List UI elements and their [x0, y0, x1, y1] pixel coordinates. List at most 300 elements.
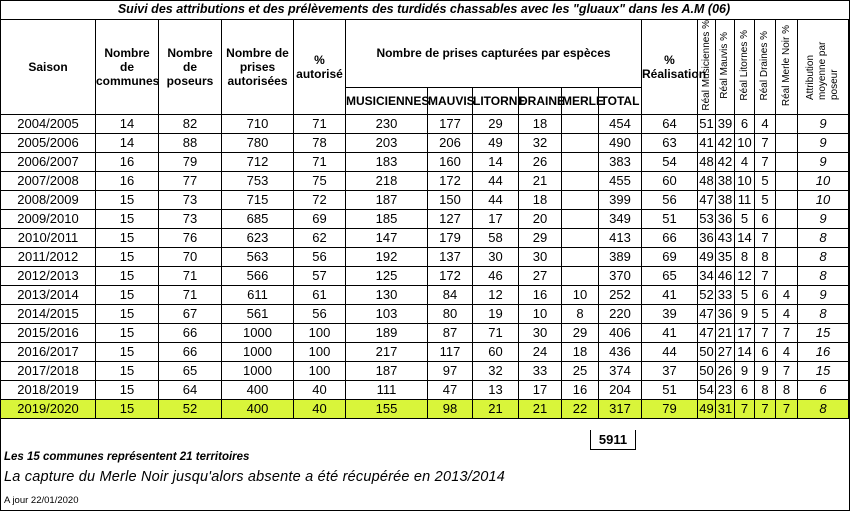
cell-pct: 61: [294, 285, 346, 304]
header-real-mauvis: Réal Mauvis %: [716, 20, 735, 115]
cell-litorne: 12: [473, 285, 519, 304]
cell-communes: 15: [96, 399, 159, 418]
cell-saison: 2016/2017: [1, 342, 96, 361]
header-merle: MERLE: [562, 87, 599, 114]
cell-r-mus: 50: [699, 344, 714, 360]
cell-saison: 2007/2008: [1, 171, 96, 190]
cell-r-mau: 39: [716, 114, 735, 133]
cell-litorne: 60: [473, 342, 519, 361]
cell-attrib: 10: [798, 190, 849, 209]
cell-r-lit: 14: [735, 342, 755, 361]
cell-total: 349: [599, 209, 642, 228]
cell-r-lit: 12: [735, 266, 755, 285]
table-row: [1, 247, 849, 266]
cell-draine: 18: [519, 114, 562, 133]
cell-autorisees: 712: [222, 152, 294, 171]
cell-realisation: 41: [642, 323, 698, 342]
cell-r-lit: 14: [735, 228, 755, 247]
cell-r-lit: 17: [735, 323, 755, 342]
cell-mauvis: 160: [428, 152, 473, 171]
cell-r-dra: 9: [755, 361, 776, 380]
cell-merle: [562, 171, 599, 190]
cell-attrib: 9: [798, 285, 849, 304]
header-real-litornes: Réal Litornes %: [735, 20, 755, 115]
cell-r-mus: 34: [699, 268, 714, 284]
cell-r-mus: 49: [699, 249, 714, 265]
header-real-draines: Réal Draines %: [755, 20, 776, 115]
cell-r-mer: [776, 266, 798, 285]
cell-musiciennes: 218: [346, 171, 428, 190]
cell-pct: 56: [294, 304, 346, 323]
cell-total: 374: [599, 361, 642, 380]
cell-pct: 69: [294, 209, 346, 228]
cell-attrib: 15: [798, 323, 849, 342]
cell-saison: 2005/2006: [1, 133, 96, 152]
cell-musiciennes: 147: [346, 228, 428, 247]
table-row: [1, 152, 849, 171]
header-prises-autorisees: Nombre de prises autorisées: [222, 20, 294, 115]
cell-r-dra: 6: [755, 285, 776, 304]
cell-merle: [562, 228, 599, 247]
cell-r-dra: 7: [755, 228, 776, 247]
cell-r-mer: [776, 228, 798, 247]
cell-attrib: 9: [798, 133, 849, 152]
cell-attrib: 9: [798, 114, 849, 133]
cell-pct: 100: [294, 323, 346, 342]
cell-pct: 75: [294, 171, 346, 190]
cell-r-mus: 48: [699, 173, 714, 189]
cell-r-mus: 53: [699, 211, 714, 227]
cell-communes: 15: [96, 209, 159, 228]
cell-mauvis: 97: [428, 361, 473, 380]
cell-communes: 15: [96, 380, 159, 399]
cell-pct: 40: [294, 380, 346, 399]
cell-realisation: 56: [642, 190, 698, 209]
cell-r-mus: 47: [699, 192, 714, 208]
cell-litorne: 58: [473, 228, 519, 247]
cell-autorisees: 1000: [222, 361, 294, 380]
cell-r-dra: 7: [755, 133, 776, 152]
cell-merle: 16: [562, 380, 599, 399]
cell-r-dra: 5: [755, 304, 776, 323]
cell-r-dra: 7: [755, 323, 776, 342]
cell-draine: 21: [519, 399, 562, 418]
cell-draine: 10: [519, 304, 562, 323]
cell-total: 399: [599, 190, 642, 209]
cell-r-dra: 8: [755, 380, 776, 399]
cell-autorisees: 563: [222, 247, 294, 266]
cell-saison: 2015/2016: [1, 323, 96, 342]
cell-merle: 10: [562, 285, 599, 304]
cell-musiciennes: 192: [346, 247, 428, 266]
cell-total: 490: [599, 133, 642, 152]
cell-r-mus: 50: [699, 363, 714, 379]
cell-autorisees: 1000: [222, 323, 294, 342]
cell-draine: 30: [519, 247, 562, 266]
cell-r-mus: 47: [699, 306, 714, 322]
cell-pct: 62: [294, 228, 346, 247]
cell-pct: 56: [294, 247, 346, 266]
cell-mauvis: 84: [428, 285, 473, 304]
table-row: [1, 190, 849, 209]
cell-merle: [562, 114, 599, 133]
cell-draine: 24: [519, 342, 562, 361]
header-communes: Nombre de communes: [96, 20, 159, 115]
cell-total: 317: [599, 399, 642, 418]
cell-attrib: 8: [798, 304, 849, 323]
cell-r-mau: 23: [716, 380, 735, 399]
cell-merle: 25: [562, 361, 599, 380]
header-pct-autorise: % autorisé: [294, 20, 346, 115]
cell-autorisees: 566: [222, 266, 294, 285]
cell-r-dra: 5: [755, 171, 776, 190]
cell-r-mau: 36: [716, 209, 735, 228]
cell-musiciennes: 103: [346, 304, 428, 323]
cell-autorisees: 400: [222, 380, 294, 399]
cell-musiciennes: 125: [346, 266, 428, 285]
cell-poseurs: 76: [159, 228, 222, 247]
cell-draine: 32: [519, 133, 562, 152]
cell-total: 370: [599, 266, 642, 285]
cell-r-mer: [776, 190, 798, 209]
cell-musiciennes: 217: [346, 342, 428, 361]
cell-autorisees: 753: [222, 171, 294, 190]
cell-total: 413: [599, 228, 642, 247]
cell-r-mus: 48: [699, 154, 714, 170]
cell-draine: 17: [519, 380, 562, 399]
cell-r-mus: 36: [699, 230, 714, 246]
table-row: [1, 285, 849, 304]
cell-autorisees: 623: [222, 228, 294, 247]
cell-attrib: 9: [798, 209, 849, 228]
header-mauvis: MAUVIS: [428, 87, 473, 114]
cell-r-mer: [776, 114, 798, 133]
cell-draine: 27: [519, 266, 562, 285]
cell-mauvis: 87: [428, 323, 473, 342]
cell-realisation: 51: [642, 380, 698, 399]
cell-r-mau: 21: [716, 323, 735, 342]
cell-litorne: 44: [473, 171, 519, 190]
cell-poseurs: 71: [159, 285, 222, 304]
header-litorne: LITORNE: [473, 87, 519, 114]
cell-pct: 40: [294, 399, 346, 418]
cell-attrib: 15: [798, 361, 849, 380]
cell-pct: 78: [294, 133, 346, 152]
cell-litorne: 44: [473, 190, 519, 209]
table-row: [1, 380, 849, 399]
cell-r-mer: [776, 247, 798, 266]
cell-attrib: 6: [798, 380, 849, 399]
cell-saison: 2012/2013: [1, 266, 96, 285]
cell-r-mus: 52: [699, 287, 714, 303]
cell-litorne: 17: [473, 209, 519, 228]
cell-r-dra: 6: [755, 342, 776, 361]
table-row: [1, 304, 849, 323]
cell-poseurs: 70: [159, 247, 222, 266]
cell-r-mau: 42: [716, 133, 735, 152]
cell-communes: 14: [96, 133, 159, 152]
cell-attrib: 16: [798, 342, 849, 361]
cell-draine: 16: [519, 285, 562, 304]
cell-poseurs: 73: [159, 209, 222, 228]
cell-realisation: 64: [642, 114, 698, 133]
cell-pct: 72: [294, 190, 346, 209]
cell-mauvis: 172: [428, 266, 473, 285]
cell-attrib: 8: [798, 247, 849, 266]
cell-litorne: 49: [473, 133, 519, 152]
cell-communes: 15: [96, 361, 159, 380]
cell-autorisees: 780: [222, 133, 294, 152]
grand-total: 5911: [590, 430, 636, 450]
cell-r-lit: 7: [735, 399, 755, 418]
cell-r-lit: 11: [735, 190, 755, 209]
cell-saison: 2008/2009: [1, 190, 96, 209]
cell-merle: [562, 247, 599, 266]
cell-communes: 15: [96, 285, 159, 304]
cell-communes: 15: [96, 247, 159, 266]
cell-realisation: 39: [642, 304, 698, 323]
cell-autorisees: 685: [222, 209, 294, 228]
cell-litorne: 19: [473, 304, 519, 323]
cell-r-mau: 26: [716, 361, 735, 380]
cell-pct: 71: [294, 152, 346, 171]
cell-attrib: 8: [798, 266, 849, 285]
table-row: [1, 323, 849, 342]
cell-realisation: 79: [642, 399, 698, 418]
header-row-1: [1, 20, 849, 88]
cell-musiciennes: 185: [346, 209, 428, 228]
cell-r-lit: 4: [735, 152, 755, 171]
cell-draine: 26: [519, 152, 562, 171]
cell-poseurs: 66: [159, 342, 222, 361]
cell-poseurs: 79: [159, 152, 222, 171]
cell-mauvis: 98: [428, 399, 473, 418]
cell-poseurs: 66: [159, 323, 222, 342]
cell-r-mus: 54: [699, 382, 714, 398]
cell-r-mau: 38: [716, 171, 735, 190]
cell-total: 383: [599, 152, 642, 171]
cell-total: 220: [599, 304, 642, 323]
cell-r-mer: 7: [776, 361, 798, 380]
cell-realisation: 63: [642, 133, 698, 152]
cell-mauvis: 137: [428, 247, 473, 266]
cell-autorisees: 1000: [222, 342, 294, 361]
cell-r-mau: 38: [716, 190, 735, 209]
cell-r-mau: 35: [716, 247, 735, 266]
cell-communes: 16: [96, 152, 159, 171]
cell-r-lit: 5: [735, 209, 755, 228]
cell-saison: 2009/2010: [1, 209, 96, 228]
cell-r-lit: 5: [735, 285, 755, 304]
cell-mauvis: 206: [428, 133, 473, 152]
cell-communes: 15: [96, 304, 159, 323]
cell-merle: [562, 152, 599, 171]
cell-pct: 100: [294, 361, 346, 380]
cell-attrib: 10: [798, 171, 849, 190]
cell-mauvis: 127: [428, 209, 473, 228]
cell-total: 252: [599, 285, 642, 304]
cell-draine: 21: [519, 171, 562, 190]
table-row: [1, 114, 849, 133]
cell-realisation: 37: [642, 361, 698, 380]
sheet-title: Suivi des attributions et des prélèvements des turdidés chassables avec les "gluaux" dans les A.M (06): [117, 2, 731, 16]
cell-merle: 8: [562, 304, 599, 323]
cell-r-dra: 5: [755, 190, 776, 209]
cell-r-mer: 7: [776, 323, 798, 342]
cell-total: 436: [599, 342, 642, 361]
cell-communes: 15: [96, 228, 159, 247]
cell-communes: 15: [96, 323, 159, 342]
cell-communes: 16: [96, 171, 159, 190]
cell-merle: [562, 190, 599, 209]
cell-realisation: 60: [642, 171, 698, 190]
cell-attrib: 9: [798, 152, 849, 171]
cell-merle: [562, 266, 599, 285]
cell-draine: 18: [519, 190, 562, 209]
cell-litorne: 30: [473, 247, 519, 266]
header-musiciennes: MUSICIENNES: [346, 87, 428, 114]
cell-poseurs: 71: [159, 266, 222, 285]
cell-musiciennes: 183: [346, 152, 428, 171]
cell-mauvis: 179: [428, 228, 473, 247]
cell-r-mer: 4: [776, 342, 798, 361]
cell-saison: 2010/2011: [1, 228, 96, 247]
cell-merle: [562, 133, 599, 152]
cell-musiciennes: 187: [346, 361, 428, 380]
cell-r-mer: [776, 171, 798, 190]
table-row: [1, 228, 849, 247]
cell-draine: 20: [519, 209, 562, 228]
header-prises-capturees: Nombre de prises capturées par espèces: [346, 20, 642, 88]
cell-mauvis: 47: [428, 380, 473, 399]
cell-merle: 22: [562, 399, 599, 418]
cell-litorne: 21: [473, 399, 519, 418]
cell-r-mau: 36: [716, 304, 735, 323]
cell-total: 204: [599, 380, 642, 399]
cell-poseurs: 52: [159, 399, 222, 418]
cell-r-mer: 8: [776, 380, 798, 399]
cell-total: 454: [599, 114, 642, 133]
cell-attrib: 8: [798, 399, 849, 418]
cell-saison: 2013/2014: [1, 285, 96, 304]
table-row: [1, 361, 849, 380]
cell-litorne: 13: [473, 380, 519, 399]
cell-r-mer: [776, 209, 798, 228]
cell-litorne: 46: [473, 266, 519, 285]
table-row: [1, 342, 849, 361]
cell-r-mus: 49: [699, 401, 714, 417]
cell-autorisees: 710: [222, 114, 294, 133]
note-communes: Les 15 communes représentent 21 territoires: [4, 451, 250, 463]
cell-r-mau: 27: [716, 342, 735, 361]
cell-saison: 2011/2012: [1, 247, 96, 266]
table-row: [1, 266, 849, 285]
cell-r-lit: 10: [735, 133, 755, 152]
cell-merle: 18: [562, 342, 599, 361]
cell-saison: 2006/2007: [1, 152, 96, 171]
note-merle: La capture du Merle Noir jusqu'alors absente a été récupérée en 2013/2014: [4, 469, 506, 485]
cell-poseurs: 65: [159, 361, 222, 380]
cell-autorisees: 611: [222, 285, 294, 304]
cell-communes: 15: [96, 190, 159, 209]
cell-musiciennes: 187: [346, 190, 428, 209]
cell-realisation: 65: [642, 266, 698, 285]
cell-communes: 15: [96, 342, 159, 361]
cell-autorisees: 715: [222, 190, 294, 209]
cell-r-mer: [776, 152, 798, 171]
cell-r-mer: 4: [776, 304, 798, 323]
cell-litorne: 29: [473, 114, 519, 133]
table-body: [1, 114, 849, 418]
cell-musiciennes: 203: [346, 133, 428, 152]
table-row: [1, 399, 849, 418]
cell-r-mau: 33: [716, 285, 735, 304]
cell-poseurs: 64: [159, 380, 222, 399]
cell-realisation: 66: [642, 228, 698, 247]
update-date: A jour 22/01/2020: [4, 495, 79, 506]
cell-r-mus: 51: [699, 116, 714, 132]
cell-mauvis: 150: [428, 190, 473, 209]
cell-merle: 29: [562, 323, 599, 342]
cell-r-lit: 6: [735, 380, 755, 399]
cell-r-lit: 10: [735, 171, 755, 190]
cell-realisation: 54: [642, 152, 698, 171]
cell-mauvis: 177: [428, 114, 473, 133]
header-real-merle-noir: Réal Merle Noir %: [776, 20, 798, 115]
cell-r-mer: 7: [776, 399, 798, 418]
cell-saison: 2004/2005: [1, 114, 96, 133]
cell-realisation: 41: [642, 285, 698, 304]
cell-r-lit: 9: [735, 361, 755, 380]
cell-communes: 14: [96, 114, 159, 133]
cell-communes: 15: [96, 266, 159, 285]
header-saison: Saison: [1, 20, 96, 115]
cell-r-lit: 8: [735, 247, 755, 266]
cell-total: 406: [599, 323, 642, 342]
cell-musiciennes: 130: [346, 285, 428, 304]
header-realisation: % Réalisation: [642, 20, 698, 115]
header-draine: DRAINE: [519, 87, 562, 114]
cell-r-lit: 6: [735, 114, 755, 133]
cell-attrib: 8: [798, 228, 849, 247]
cell-saison: 2017/2018: [1, 361, 96, 380]
table-row: [1, 171, 849, 190]
cell-musiciennes: 230: [346, 114, 428, 133]
cell-autorisees: 561: [222, 304, 294, 323]
cell-poseurs: 88: [159, 133, 222, 152]
cell-pct: 71: [294, 114, 346, 133]
table-row: [1, 209, 849, 228]
cell-mauvis: 172: [428, 171, 473, 190]
cell-litorne: 14: [473, 152, 519, 171]
cell-r-dra: 6: [755, 209, 776, 228]
cell-draine: 33: [519, 361, 562, 380]
header-total: TOTAL: [599, 87, 642, 114]
cell-draine: 29: [519, 228, 562, 247]
cell-draine: 30: [519, 323, 562, 342]
cell-r-mau: 31: [716, 399, 735, 418]
cell-saison: 2018/2019: [1, 380, 96, 399]
header-real-musiciennes: Réal Musiciennes %: [698, 20, 716, 115]
cell-poseurs: 73: [159, 190, 222, 209]
cell-r-mau: 46: [716, 266, 735, 285]
cell-poseurs: 67: [159, 304, 222, 323]
data-table: [0, 19, 849, 419]
cell-r-mau: 43: [716, 228, 735, 247]
cell-litorne: 32: [473, 361, 519, 380]
header-attribution-moyenne: Attribution moyenne par poseur: [798, 20, 849, 115]
cell-r-mer: [776, 133, 798, 152]
